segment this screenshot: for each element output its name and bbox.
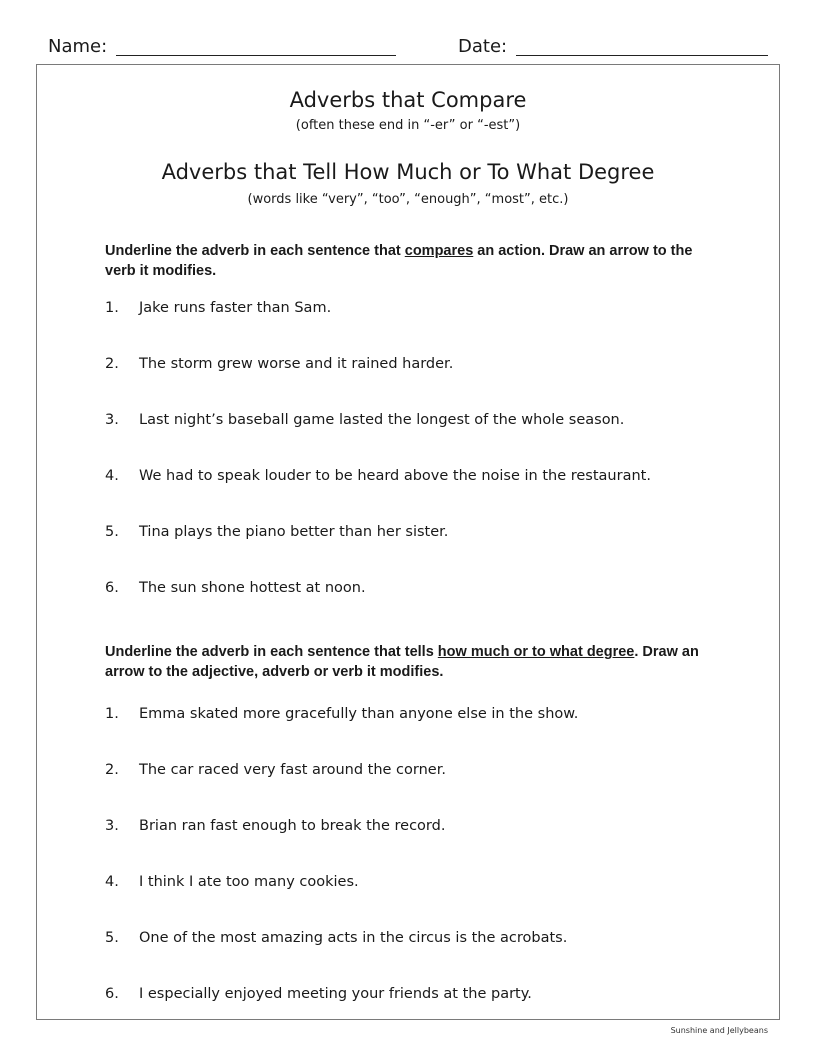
item-sentence: I especially enjoyed meeting your friends at the party.: [139, 986, 532, 1002]
instr-text: Underline the adverb in each sentence that tells: [105, 644, 438, 660]
title-adverbs-compare: Adverbs that Compare: [289, 88, 527, 112]
item-sentence: The car raced very fast around the corner.: [139, 762, 446, 778]
subtitle-degree: (words like “very”, “too”, “enough”, “most”, etc.): [247, 192, 569, 207]
list-item: [105, 818, 745, 838]
item-number: 3.: [105, 818, 119, 834]
list-item: [105, 524, 745, 544]
footer-credit: Sunshine and Jellybeans: [670, 1026, 768, 1035]
subtitle-compare: (often these end in “-er” or “-est”): [295, 118, 521, 133]
item-sentence: Emma skated more gracefully than anyone else in the show.: [139, 706, 579, 722]
list-item: [105, 300, 745, 320]
worksheet-header: [48, 36, 768, 60]
item-number: 4.: [105, 874, 119, 890]
item-sentence: Jake runs faster than Sam.: [139, 300, 332, 316]
item-sentence: Last night’s baseball game lasted the longest of the whole season.: [139, 412, 625, 428]
list-item: [105, 874, 745, 894]
item-sentence: Tina plays the piano better than her sister.: [139, 524, 449, 540]
item-number: 2.: [105, 762, 119, 778]
item-sentence: The sun shone hottest at noon.: [139, 580, 366, 596]
instr-text: an action. Draw an arrow to the verb it modifies.: [105, 243, 693, 279]
item-number: 5.: [105, 930, 119, 946]
item-number: 1.: [105, 300, 119, 316]
date-label: Date:: [458, 36, 508, 57]
item-number: 2.: [105, 356, 119, 372]
item-number: 3.: [105, 412, 119, 428]
title-adverbs-degree: Adverbs that Tell How Much or To What Degree: [161, 160, 655, 184]
list-item: [105, 986, 745, 1006]
item-number: 4.: [105, 468, 119, 484]
item-number: 6.: [105, 580, 119, 596]
section1-instructions: [105, 241, 725, 281]
name-label: Name:: [48, 36, 108, 57]
item-number: 6.: [105, 986, 119, 1002]
instr-emphasis: how much or to what degree: [437, 644, 635, 660]
list-item: [105, 468, 745, 488]
item-sentence: The storm grew worse and it rained harder.: [139, 356, 454, 372]
date-field-line[interactable]: [516, 55, 768, 56]
list-item: [105, 706, 745, 726]
item-sentence: One of the most amazing acts in the circus is the acrobats.: [139, 930, 568, 946]
list-item: [105, 412, 745, 432]
instr-text: Underline the adverb in each sentence that: [105, 243, 405, 259]
list-item: [105, 356, 745, 376]
list-item: [105, 930, 745, 950]
list-item: [105, 762, 745, 782]
section2-instructions: [105, 642, 725, 682]
item-number: 5.: [105, 524, 119, 540]
name-field-line[interactable]: [116, 55, 396, 56]
item-sentence: Brian ran fast enough to break the record.: [139, 818, 446, 834]
item-sentence: I think I ate too many cookies.: [139, 874, 359, 890]
item-number: 1.: [105, 706, 119, 722]
instr-emphasis: compares: [404, 243, 474, 259]
item-sentence: We had to speak louder to be heard above the noise in the restaurant.: [139, 468, 651, 484]
list-item: [105, 580, 745, 600]
instr-text: . Draw an arrow to the adjective, adverb or verb it modifies.: [105, 644, 699, 680]
